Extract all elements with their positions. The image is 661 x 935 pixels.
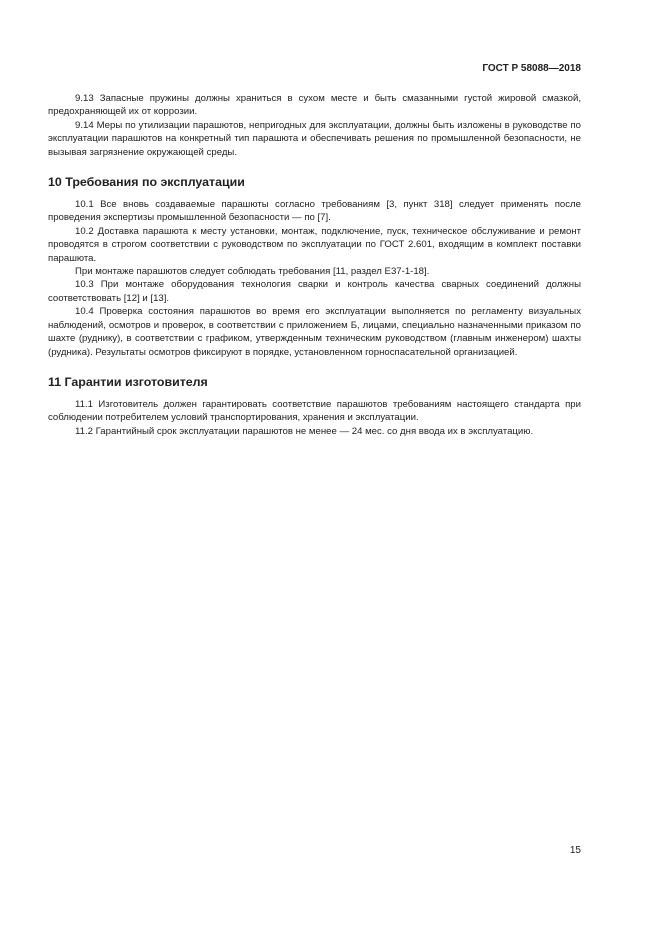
paragraph-10-1: 10.1 Все вновь создаваемые парашюты согласно требованиям [3, пункт 318] следует применять после проведения экспертизы промышленной безопасности — по [7]. [48, 199, 581, 224]
document-id-header: ГОСТ Р 58088—2018 [482, 63, 581, 74]
page-number: 15 [569, 845, 581, 856]
paragraph-10-2-continued: При монтаже парашютов следует соблюдать требования [11, раздел Е37-1-18]. [75, 266, 430, 278]
paragraph-10-3: 10.3 При монтаже оборудования технология сварки и контроль качества сварных соединений должны соответствовать [12] и [13]. [48, 279, 581, 304]
paragraph-9-13: 9.13 Запасные пружины должны храниться в сухом месте и быть смазанными густой жировой смазкой, предохраняющей их от коррозии. [48, 93, 581, 118]
paragraph-11-1: 11.1 Изготовитель должен гарантировать соответствие парашютов требованиям настоящего стандарта при соблюдении потребителем условий транспортирования, хранения и эксплуатации. [48, 398, 581, 424]
section-10-title: 10 Требования по эксплуатации [48, 175, 245, 190]
document-body [48, 92, 581, 438]
paragraph-9-14: 9.14 Меры по утилизации парашютов, непригодных для эксплуатации, должны быть изложены в руководстве по эксплуатации парашютов на конкретный тип парашюта и обеспечивать решения по промышленной безопасности, не вызывая загрязнение окружающей среды. [48, 119, 581, 158]
section-11-title: 11 Гарантии изготовителя [48, 374, 208, 389]
paragraph-10-2: 10.2 Доставка парашюта к месту установки, монтаж, подключение, пуск, техническое обслуживание и ремонт проводятся в строгом соответствии с руководством по эксплуатации по ГОСТ 2.601, входящим в комплект поставки парашюта. [48, 225, 581, 264]
paragraph-10-4: 10.4 Проверка состояния парашютов во время его эксплуатации выполняется по регламенту визуальных наблюдений, осмотров и проверок, в соответствии с приложением Б, лицами, специально назначенными приказом по шахте (руднику), в соответствии с графиком, утвержденным техническим руководством (главным инженером) шахты (рудника). Результаты осмотров фиксируют в порядке, установленном горноспасательной организацией. [48, 306, 581, 358]
paragraph-11-2: 11.2 Гарантийный срок эксплуатации парашютов не менее — 24 мес. со дня ввода их в эксплуатацию. [75, 425, 534, 437]
